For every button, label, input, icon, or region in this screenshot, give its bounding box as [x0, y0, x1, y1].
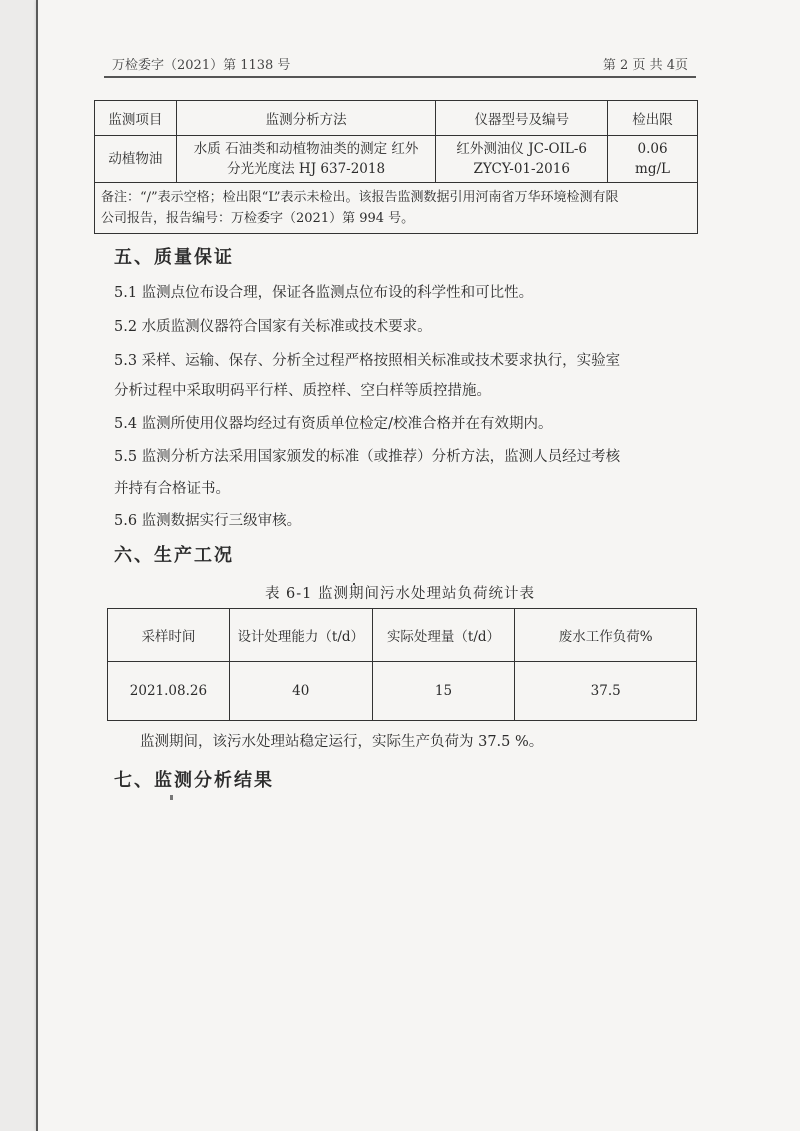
cell-method: [176, 136, 436, 183]
method-table: [94, 100, 698, 234]
scan-mark: [170, 795, 173, 800]
quality-item-5-5-cont: 并持有合格证书。: [114, 481, 230, 497]
doc-number: 万检委字（2021）第 1138 号: [112, 58, 291, 73]
table-note-row: [95, 183, 698, 234]
header-cell-method: 监测分析方法: [176, 101, 436, 136]
cell-actual-volume: 15: [372, 662, 515, 721]
quality-item-5-5: 5.5 监测分析方法采用国家颁发的标准（或推荐）分析方法，监测人员经过考核: [114, 449, 621, 465]
header-cell-actual-volume: 实际处理量（t/d）: [372, 609, 515, 662]
quality-item-5-1: 5.1 监测点位布设合理，保证各监测点位布设的科学性和可比性。: [114, 285, 534, 301]
section-heading-quality: 五、质量保证: [114, 247, 234, 268]
method-table-header-row: [95, 101, 698, 136]
load-table: [107, 608, 697, 721]
method-line-2: 分光光度法 HJ 637-2018: [227, 161, 386, 177]
quality-item-5-3: 5.3 采样、运输、保存、分析全过程严格按照相关标准或技术要求执行，实验室: [114, 353, 621, 369]
section-heading-results: 七、监测分析结果: [114, 770, 274, 791]
cell-item: 动植物油: [95, 136, 177, 183]
quality-item-5-6: 5.6 监测数据实行三级审核。: [114, 513, 302, 529]
quality-item-5-2: 5.2 水质监测仪器符合国家有关标准或技术要求。: [114, 319, 432, 335]
method-line-1: 水质 石油类和动植物油类的测定 红外: [193, 141, 419, 157]
cell-design-capacity: 40: [229, 662, 372, 721]
header-cell-sample-time: 采样时间: [108, 609, 230, 662]
header-cell-design-capacity: 设计处理能力（t/d）: [229, 609, 372, 662]
cell-sample-time: 2021.08.26: [108, 662, 230, 721]
header-cell-item: 监测项目: [95, 101, 177, 136]
quality-item-5-3-cont: 分析过程中采取明码平行样、质控样、空白样等质控措施。: [114, 383, 491, 399]
table-note: [95, 183, 698, 234]
binding-edge: [36, 0, 38, 1131]
quality-item-5-4: 5.4 监测所使用仪器均经过有资质单位检定/校准合格并在有效期内。: [114, 416, 553, 432]
page-info: 第 2 页 共 4页: [602, 58, 688, 73]
table-row: [108, 662, 697, 721]
instrument-line-1: 红外测油仪 JC-OIL-6: [456, 141, 588, 157]
note-line-2: 公司报告，报告编号：万检委字（2021）第 994 号。: [101, 211, 415, 226]
cell-instrument: [436, 136, 608, 183]
header-rule: [104, 76, 696, 78]
table-caption: 表 6-1 监测期间污水处理站负荷统计表: [264, 586, 536, 602]
header-cell-limit: 检出限: [608, 101, 698, 136]
cell-limit: [608, 136, 698, 183]
cell-load-percent: 37.5: [515, 662, 697, 721]
limit-line-1: 0.06: [637, 141, 668, 157]
production-summary: 监测期间，该污水处理站稳定运行，实际生产负荷为 37.5 %。: [140, 734, 544, 750]
header-cell-load-percent: 废水工作负荷%: [515, 609, 697, 662]
load-table-header-row: [108, 609, 697, 662]
limit-line-2: mg/L: [635, 161, 671, 177]
header-cell-instrument: 仪器型号及编号: [436, 101, 608, 136]
table-row: [95, 136, 698, 183]
note-line-1: 备注：“/”表示空格；检出限“L”表示未检出。该报告监测数据引用河南省万华环境检测有限: [101, 190, 619, 205]
instrument-line-2: ZYCY-01-2016: [473, 161, 570, 177]
section-heading-production: 六、生产工况: [114, 545, 234, 566]
page-header: [112, 54, 688, 74]
